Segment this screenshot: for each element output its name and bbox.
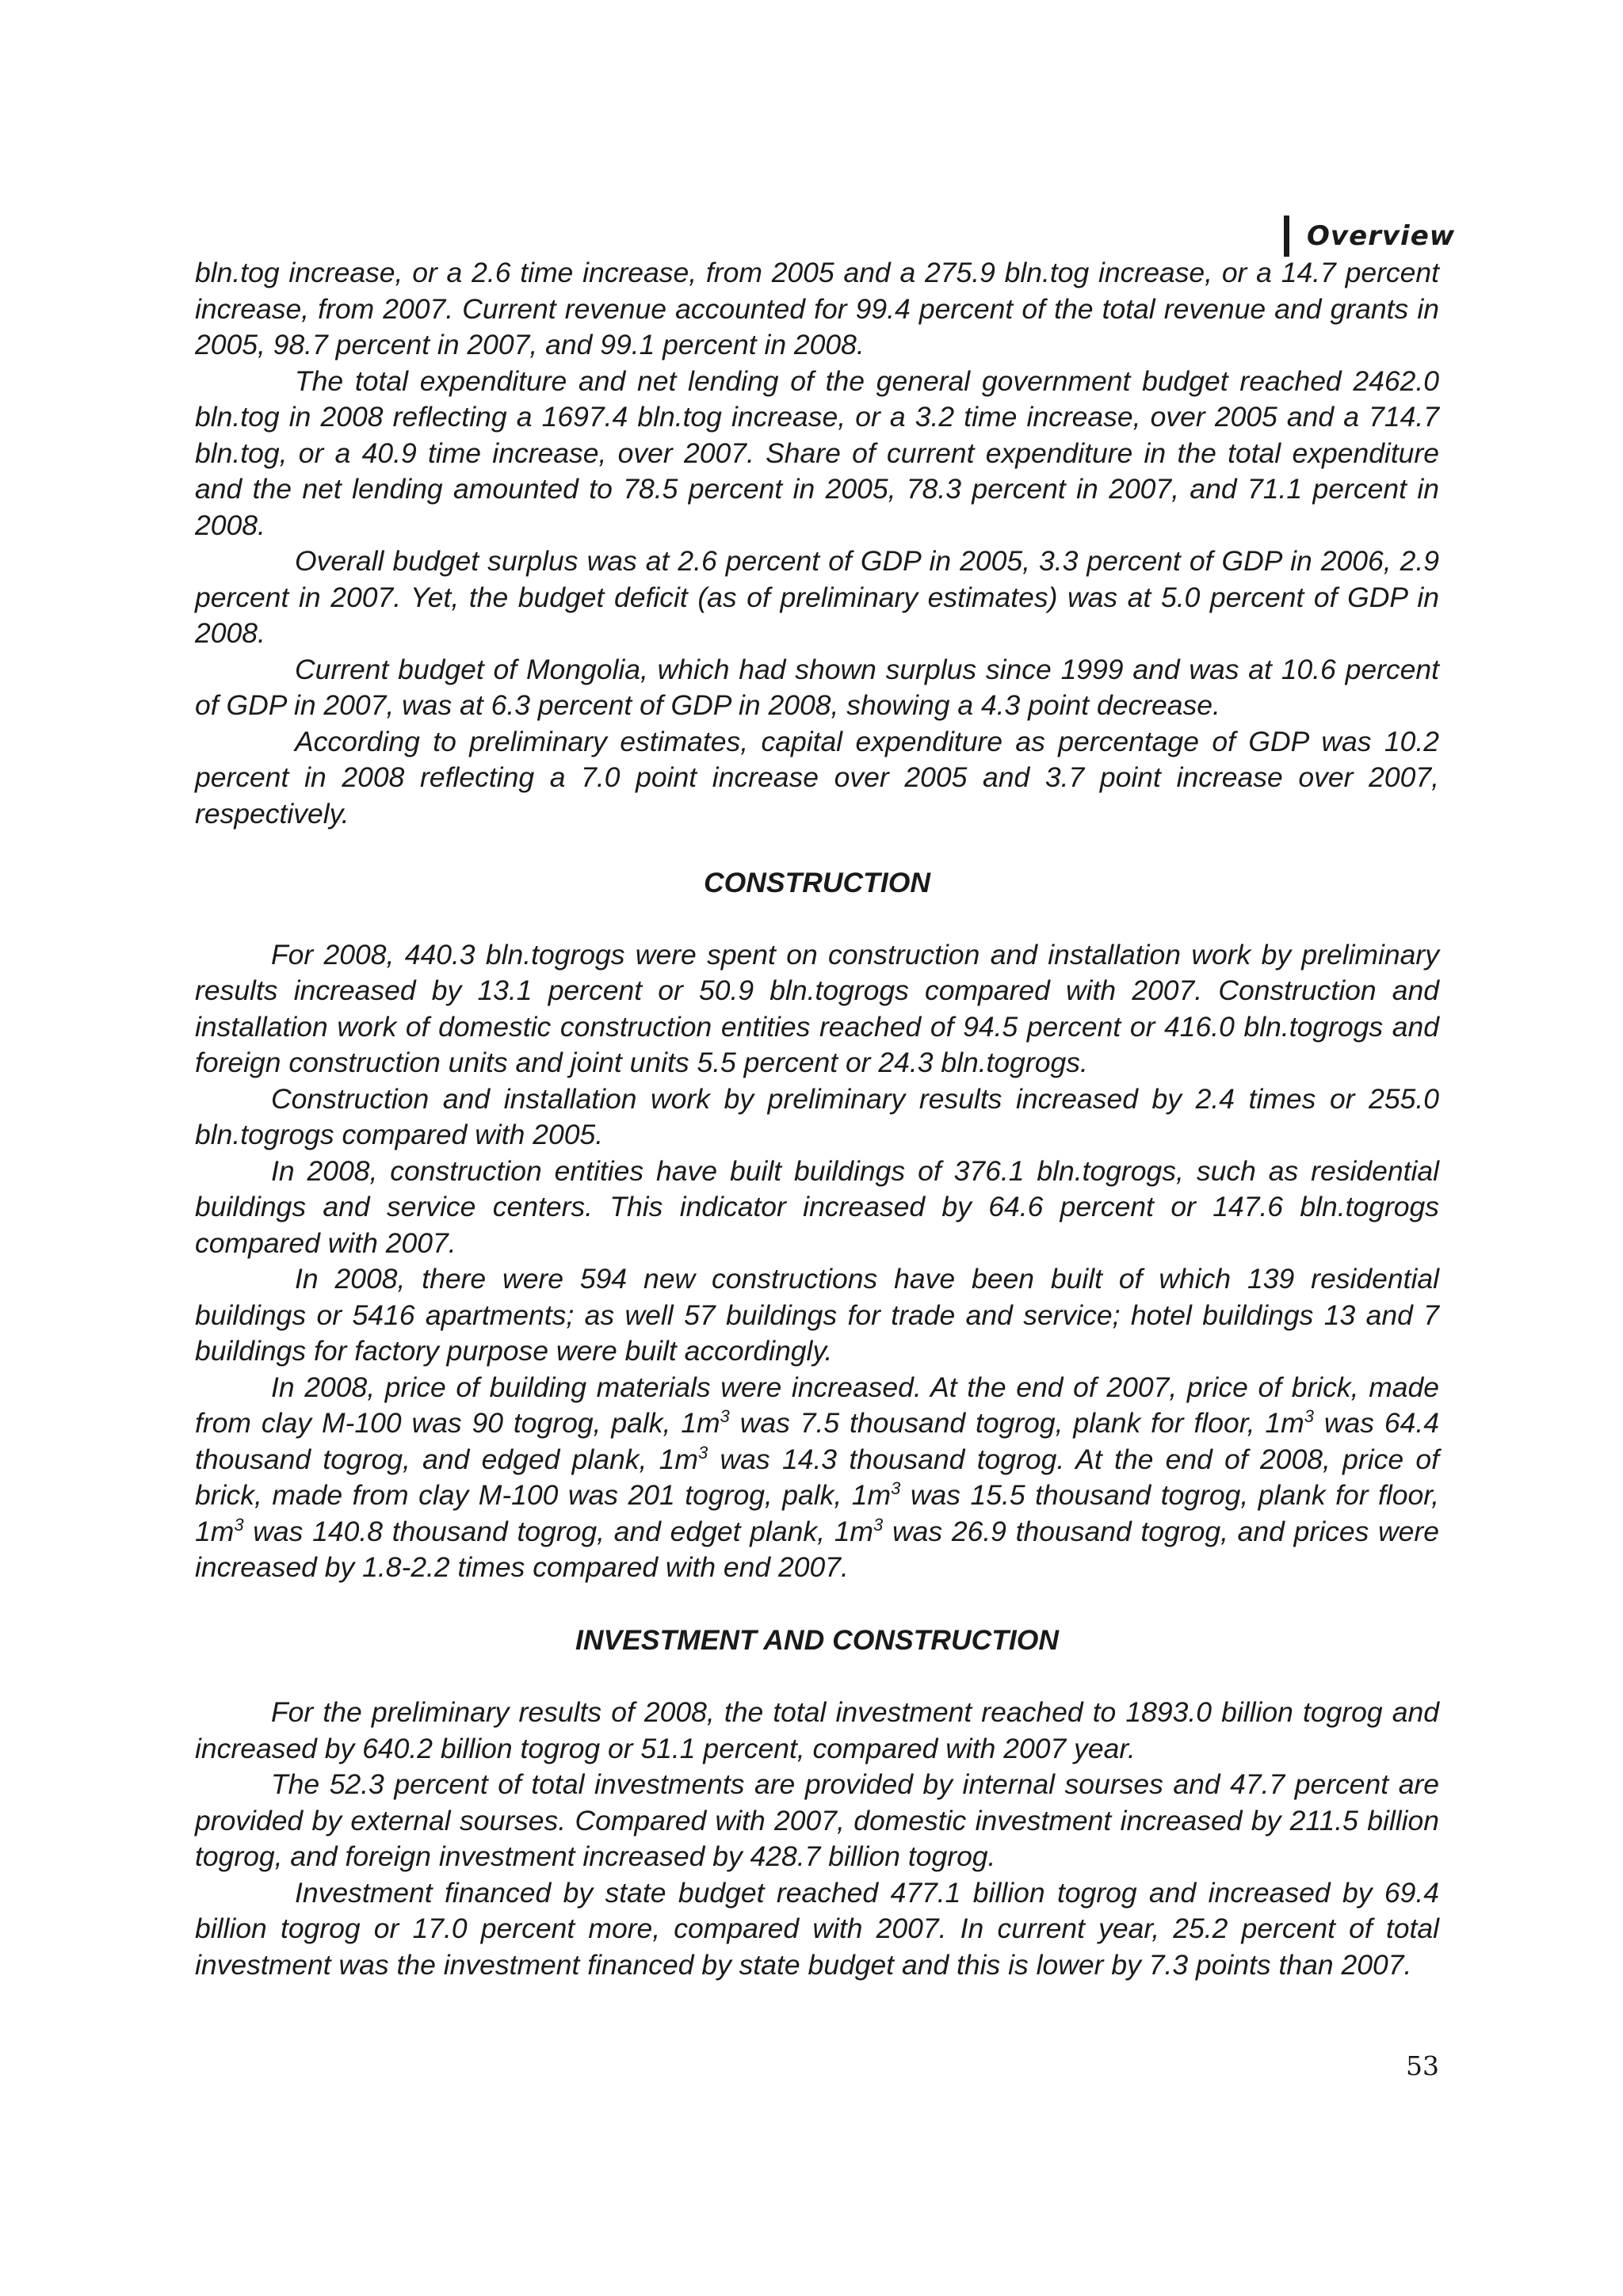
text-run: was 7.5 thousand togrog, plank for floor, 1m — [729, 1407, 1304, 1439]
paragraph: Overall budget surplus was at 2.6 percent of GDP in 2005, 3.3 percent of GDP in 2006, 2.9 percent in 2007. Yet, the budget deficit (as of preliminary estimates) was at 5.0 percent of GDP in 2008. — [195, 545, 1439, 649]
paragraph: In 2008, there were 594 new constructions have been built of which 139 residential buildings or 5416 apartments; as well 57 buildings for trade and service; hotel buildings 13 and 7 buildings for factory purpose were built accordingly. — [195, 1263, 1439, 1367]
paragraph-building-prices — [195, 1370, 1439, 1586]
text-run: was 15.5 thousand togrog, plank for floor, 1m — [195, 1479, 1439, 1547]
superscript: 3 — [720, 1406, 730, 1427]
text-run: was 64.4 thousand togrog, and edged plank, 1m — [195, 1407, 1439, 1475]
paragraph: bln.tog increase, or a 2.6 time increase, from 2005 and a 275.9 bln.tog increase, or a 14.7 percent increase, from 2007. Current revenue accounted for 99.4 percent of the total revenue and grants in 2005, 98.7 percent in 2007, and 99.1 percent in 2008. — [195, 257, 1439, 360]
paragraph: Current budget of Mongolia, which had shown surplus since 1999 and was at 10.6 percent of GDP in 2007, was at 6.3 percent of GDP in 2008, showing a 4.3 point decrease. — [195, 653, 1439, 721]
paragraph: Investment financed by state budget reached 477.1 billion togrog and increased by 69.4 billion togrog or 17.0 percent more, compared with 2007. In current year, 25.2 percent of total investment was the investment financed by state budget and this is lower by 7.3 points than 2007. — [195, 1876, 1439, 1981]
paragraph: For 2008, 440.3 bln.togrogs were spent on construction and installation work by preliminary results increased by 13.1 percent or 50.9 bln.togrogs compared with 2007. Construction and installation work of domestic construction entities reached of 94.5 percent or 416.0 bln.togrogs and foreign construction units and joint units 5.5 percent or 24.3 bln.togrogs. — [195, 938, 1439, 1078]
superscript: 3 — [698, 1442, 708, 1463]
superscript: 3 — [873, 1514, 884, 1535]
section-heading-construction: CONSTRUCTION — [704, 867, 930, 898]
section-label: Overview — [1307, 220, 1456, 252]
paragraph: The 52.3 percent of total investments are provided by internal sourses and 47.7 percent are provided by external sourses. Compared with 2007, domestic investment increased by 211.5 billion togrog, and foreign investment increased by 428.7 billion togrog. — [195, 1768, 1439, 1872]
text-run: was 26.9 thousand togrog, and prices were increased by 1.8-2.2 times compared with end 2007. — [195, 1515, 1439, 1583]
text-run: was 14.3 thousand togrog. At the end of 2008, price of brick, made from clay M-100 was 201 togrog, palk, 1m — [195, 1443, 1439, 1511]
paragraph: Construction and installation work by preliminary results increased by 2.4 times or 255.0 bln.togrogs compared with 2005. — [195, 1082, 1439, 1150]
superscript: 3 — [1304, 1406, 1314, 1427]
superscript: 3 — [234, 1514, 244, 1535]
paragraph: The total expenditure and net lending of the general government budget reached 2462.0 bln.tog in 2008 reflecting a 1697.4 bln.tog increase, or a 3.2 time increase, over 2005 and a 714.7 bln.tog, or a 40.9 time increase, over 2007. Share of current expenditure in the total expenditure and the net lending amounted to 78.5 percent in 2005, 78.3 percent in 2007, and 71.1 percent in 2008. — [195, 364, 1439, 541]
superscript: 3 — [891, 1478, 901, 1499]
paragraph: For the preliminary results of 2008, the total investment reached to 1893.0 billion togrog and increased by 640.2 billion togrog or 51.1 percent, compared with 2007 year. — [195, 1696, 1439, 1764]
paragraph: According to preliminary estimates, capital expenditure as percentage of GDP was 10.2 percent in 2008 reflecting a 7.0 point increase over 2005 and 3.7 point increase over 2007, respectively. — [195, 725, 1439, 830]
header-rule — [1284, 215, 1289, 257]
running-header — [1284, 215, 1455, 257]
page-body — [195, 255, 1439, 1983]
text-run: In 2008, price of building materials were increased. At the end of 2007, price of brick, made from clay M-100 was 90 togrog, palk, 1m — [195, 1371, 1439, 1439]
section-heading-investment: INVESTMENT AND CONSTRUCTION — [575, 1623, 1060, 1656]
text-run: was 140.8 thousand togrog, and edget plank, 1m — [243, 1515, 874, 1547]
page-number: 53 — [1406, 2050, 1439, 2081]
paragraph: In 2008, construction entities have built buildings of 376.1 bln.togrogs, such as residential buildings and service centers. This indicator increased by 64.6 percent or 147.6 bln.togrogs compared with 2007. — [195, 1154, 1439, 1259]
